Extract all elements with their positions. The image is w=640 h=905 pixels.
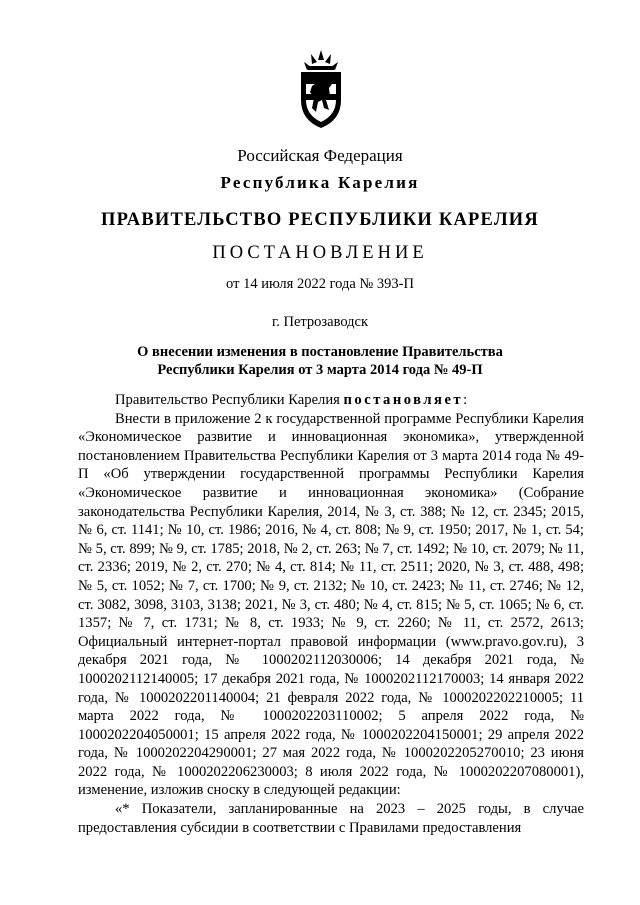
title-line-1: О внесении изменения в постановление Правительства — [137, 344, 503, 360]
intro-paragraph — [78, 391, 584, 410]
document-city: г. Петрозаводск — [271, 314, 369, 330]
document-type: ПОСТАНОВЛЕНИЕ — [212, 243, 428, 263]
federation-name: Российская Федерация — [237, 146, 403, 165]
emblem-crown — [304, 50, 338, 70]
body-paragraph-2: «* Показатели, запланированные на 2023 – 2025 годы, в случае предоставления субсидии в соответствии с Правилами предоставления — [78, 801, 584, 836]
intro-lead: Правительство Республики Карелия — [115, 392, 344, 408]
title-line-2: Республики Карелия от 3 марта 2014 года № 49-П — [157, 362, 483, 378]
intro-resolves: постановляет — [343, 392, 464, 408]
republic-name: Республика Карелия — [220, 173, 420, 192]
document-body — [78, 391, 584, 837]
intro-tail: : — [463, 392, 468, 408]
document-title — [0, 343, 640, 379]
government-name: ПРАВИТЕЛЬСТВО РЕСПУБЛИКИ КАРЕЛИЯ — [101, 210, 539, 230]
document-date-number: от 14 июля 2022 года № 393-П — [226, 276, 414, 292]
body-paragraph-1: Внести в приложение 2 к государственной программе Республики Карелия «Экономическое развитие и инновационная экономика», утвержденной постановлением Правительства Республики Карелия от 3 марта 2014 года № 49-П «Об утверждении государственной программы Республики Карелия «Экономическое развитие и инновационная экономика» (Собрание законодательства Республики Карелия, 2014, № 3, ст. 388; № 12, ст. 2345; 2015, № 6, ст. 1141; № 10, ст. 1986; 2016, № 4, ст. 808; № 9, ст. 1950; 2017, № 1, ст. 54; № 5, ст. 899; № 9, ст. 1785; 2018, № 2, ст. 263; № 7, ст. 1492; № 10, ст. 2079; № 11, ст. 2336; 2019, № 2, ст. 270; № 4, ст. 814; № 11, ст. 2511; 2020, № 3, ст. 488, 498; № 5, ст. 1052; № 7, ст. 1700; № 9, ст. 2132; № 10, ст. 2423; № 11, ст. 2746; № 12, ст. 3082, 3098, 3103, 3138; 2021, № 3, ст. 480; № 4, ст. 815; № 5, ст. 1065; № 6, ст. 1357; № 7, ст. 1731; № 8, ст. 1933; № 9, ст. 2260; № 11, ст. 2572, 2613; Официальный интернет-портал правовой информации (www.pravo.gov.ru), 3 декабря 2021 года, № 1000202112030006; 14 декабря 2021 года, № 1000202112140005; 17 декабря 2021 года, № 1000202112170003; 14 января 2022 года, № 1000202201140004; 21 февраля 2022 года, № 1000202202210005; 11 марта 2022 года, № 1000202203110002; 5 апреля 2022 года, № 1000202204050001; 15 апреля 2022 года, № 1000202204150001; 29 апреля 2022 года, № 1000202204290001; 27 мая 2022 года, № 1000202205270010; 23 июня 2022 года, № 1000202206230003; 8 июля 2022 года, № 1000202207080001), изменение, изложив сноску в следующей редакции: — [78, 410, 584, 799]
coat-of-arms-emblem — [296, 50, 346, 130]
